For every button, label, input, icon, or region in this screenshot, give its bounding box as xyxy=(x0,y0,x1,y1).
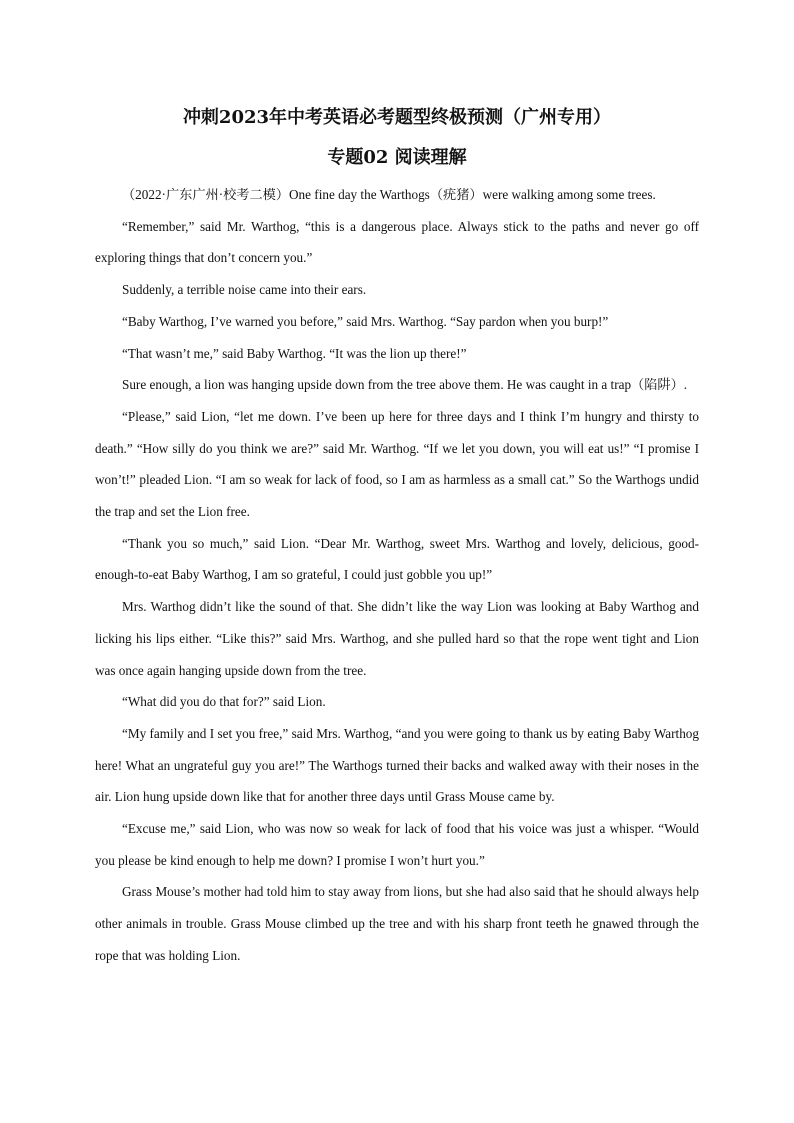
reading-passage xyxy=(95,179,699,972)
paragraph: Suddenly, a terrible noise came into their ears. xyxy=(122,282,367,298)
document-subtitle: 专题02 阅读理解 xyxy=(327,147,467,168)
paragraph: “Please,” said Lion, “let me down. I’ve been up here for three days and I think I’m hungry and thirsty to death.” “How silly do you think we are?” said Mr. Warthog. “If we let you down, you will eat us!” “I promise I won’t!” pleaded Lion. “I am so weak for lack of food, so I am as harmless as a small cat.” So the Warthogs undid the trap and set the Lion free. xyxy=(95,408,699,520)
paragraph: “That wasn’t me,” said Baby Warthog. “It was the lion up there!” xyxy=(122,345,467,361)
paragraph: Mrs. Warthog didn’t like the sound of that. She didn’t like the way Lion was looking at Baby Warthog and licking his lips either. “Like this?” said Mrs. Warthog, and she pulled hard so that the rope went tight and Lion was once again hanging upside down from the tree. xyxy=(95,599,699,678)
paragraph: Grass Mouse’s mother had told him to stay away from lions, but she had also said that he should always help other animals in trouble. Grass Mouse climbed up the tree and with his sharp front teeth he gnawed through the rope that was holding Lion. xyxy=(95,884,699,963)
document-title: 冲刺2023年中考英语必考题型终极预测（广州专用） xyxy=(182,107,612,128)
paragraph: “My family and I set you free,” said Mrs. Warthog, “and you were going to thank us by eating Baby Warthog here! What an ungrateful guy you are!” The Warthogs turned their backs and walked away with their noses in the air. Lion hung upside down like that for another three days until Grass Mouse came by. xyxy=(95,725,699,805)
paragraph: Sure enough, a lion was hanging upside down from the tree above them. He was caught in a trap（陷阱）. xyxy=(122,377,688,393)
paragraph: “Remember,” said Mr. Warthog, “this is a dangerous place. Always stick to the paths and never go off exploring things that don’t concern you.” xyxy=(95,218,699,266)
paragraph: “Thank you so much,” said Lion. “Dear Mr. Warthog, sweet Mrs. Warthog and lovely, delicious, good-enough-to-eat Baby Warthog, I am so grateful, I could just gobble you up!” xyxy=(95,535,699,583)
paragraph: “What did you do that for?” said Lion. xyxy=(122,694,326,710)
paragraph: （2022·广东广州·校考二模）One fine day the Warthogs（疣猪）were walking among some trees. xyxy=(122,187,656,202)
paragraph: “Excuse me,” said Lion, who was now so weak for lack of food that his voice was just a whisper. “Would you please be kind enough to help me down? I promise I won’t hurt you.” xyxy=(95,821,699,868)
paragraph: “Baby Warthog, I’ve warned you before,” said Mrs. Warthog. “Say pardon when you burp!” xyxy=(122,313,609,329)
